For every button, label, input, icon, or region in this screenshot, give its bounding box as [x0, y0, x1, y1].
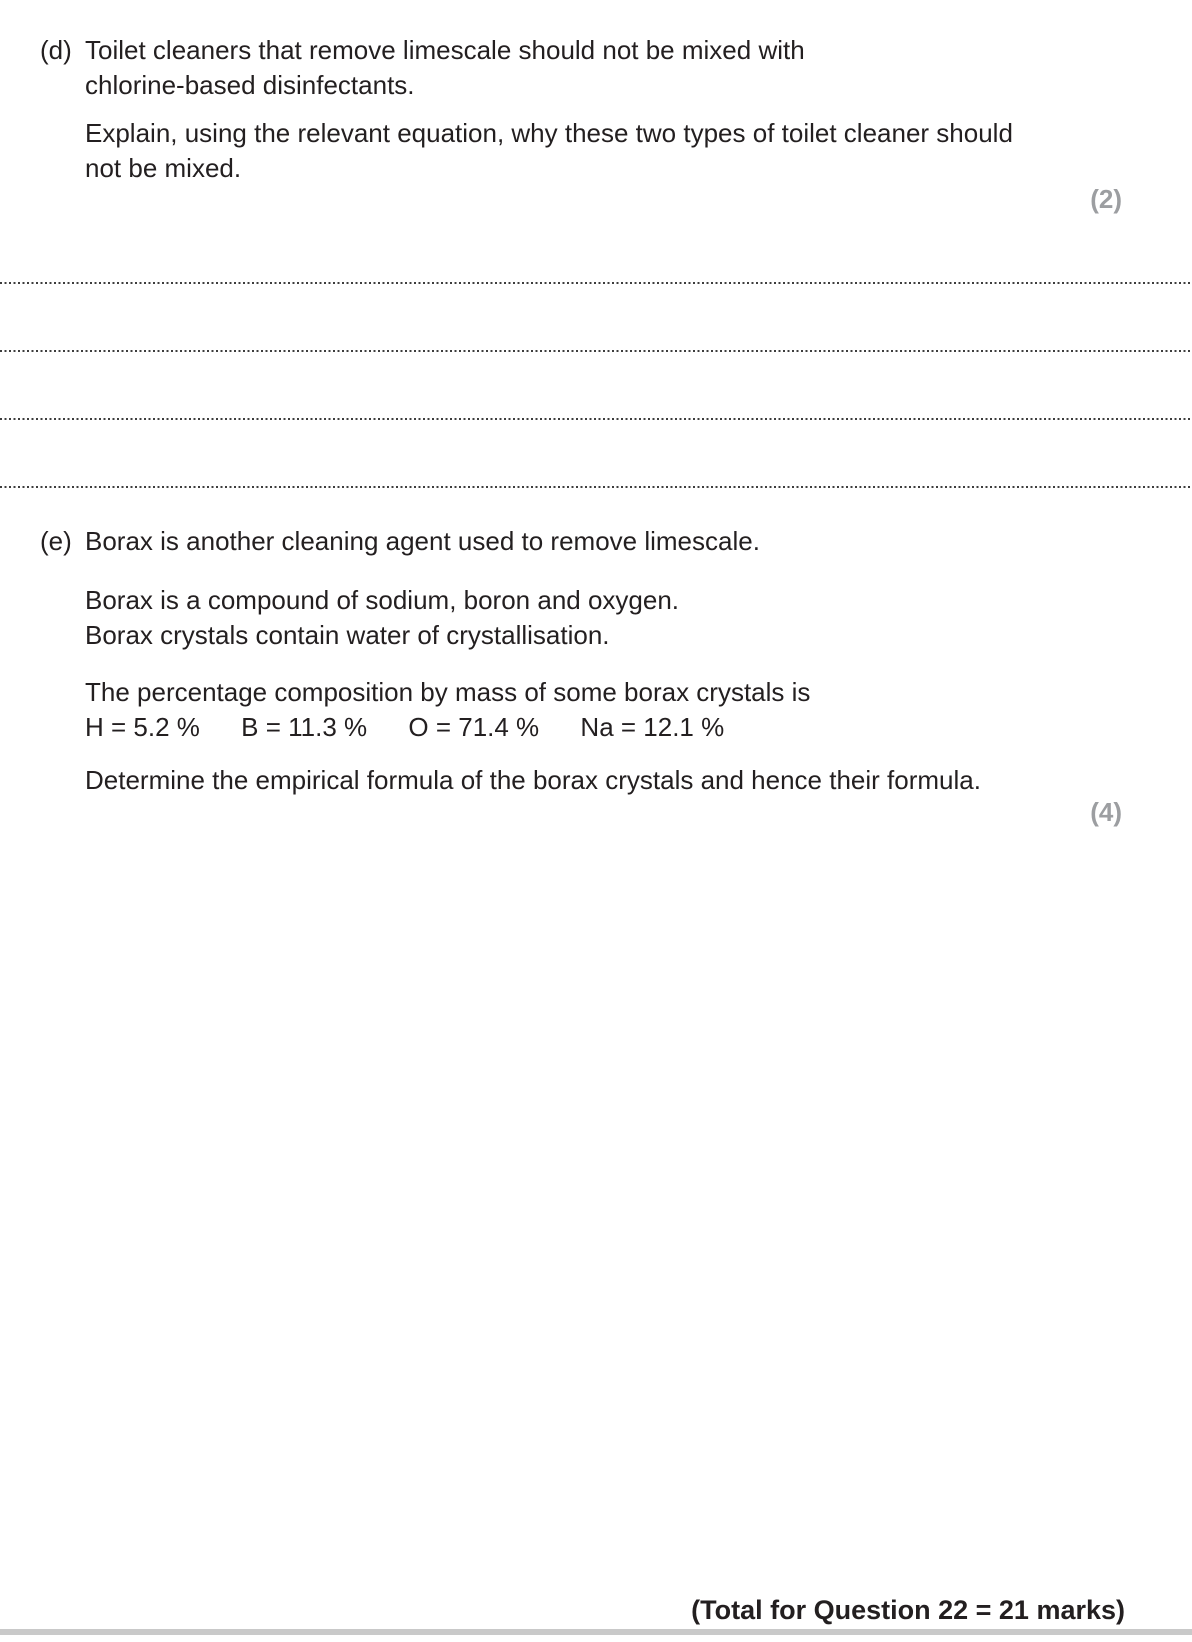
part-d-marks-badge: (2) [1090, 184, 1122, 214]
part-e-percentage-intro: The percentage composition by mass of some borax crystals is [85, 677, 811, 707]
part-e-description [85, 583, 679, 653]
part-e-composition [85, 675, 810, 745]
part-e-lead-line: Borax is another cleaning agent used to remove limescale. [85, 526, 760, 556]
part-e-task [85, 763, 981, 798]
percentage-sodium: Na = 12.1 % [580, 712, 725, 742]
answer-line [0, 350, 1192, 352]
percentage-hydrogen: H = 5.2 % [85, 712, 200, 742]
part-d-statement [85, 33, 805, 103]
part-e-lead [85, 524, 760, 559]
answer-line [0, 486, 1192, 488]
part-e-description-line: Borax crystals contain water of crystallisation. [85, 620, 610, 650]
part-d-statement-line: Toilet cleaners that remove limescale should not be mixed with [85, 35, 805, 65]
part-d-instruction-line: Explain, using the relevant equation, why these two types of toilet cleaner should [85, 118, 1013, 148]
page-bottom-edge [0, 1629, 1192, 1635]
answer-line [0, 282, 1192, 284]
part-e-description-line: Borax is a compound of sodium, boron and oxygen. [85, 585, 680, 615]
answer-line [0, 418, 1192, 420]
question-total-marks: (Total for Question 22 = 21 marks) [691, 1595, 1125, 1625]
percentage-oxygen: O = 71.4 % [408, 712, 540, 742]
part-d-instruction-line: not be mixed. [85, 153, 242, 183]
part-e-marks-badge: (4) [1090, 797, 1122, 827]
part-e-label: (e) [40, 526, 72, 556]
part-e-percentage-values [85, 710, 810, 745]
part-d-label: (d) [40, 35, 72, 65]
part-d-statement-line: chlorine-based disinfectants. [85, 70, 415, 100]
part-d-instruction [85, 116, 1013, 186]
percentage-boron: B = 11.3 % [241, 712, 368, 742]
part-e-task-line: Determine the empirical formula of the borax crystals and hence their formula. [85, 765, 981, 795]
